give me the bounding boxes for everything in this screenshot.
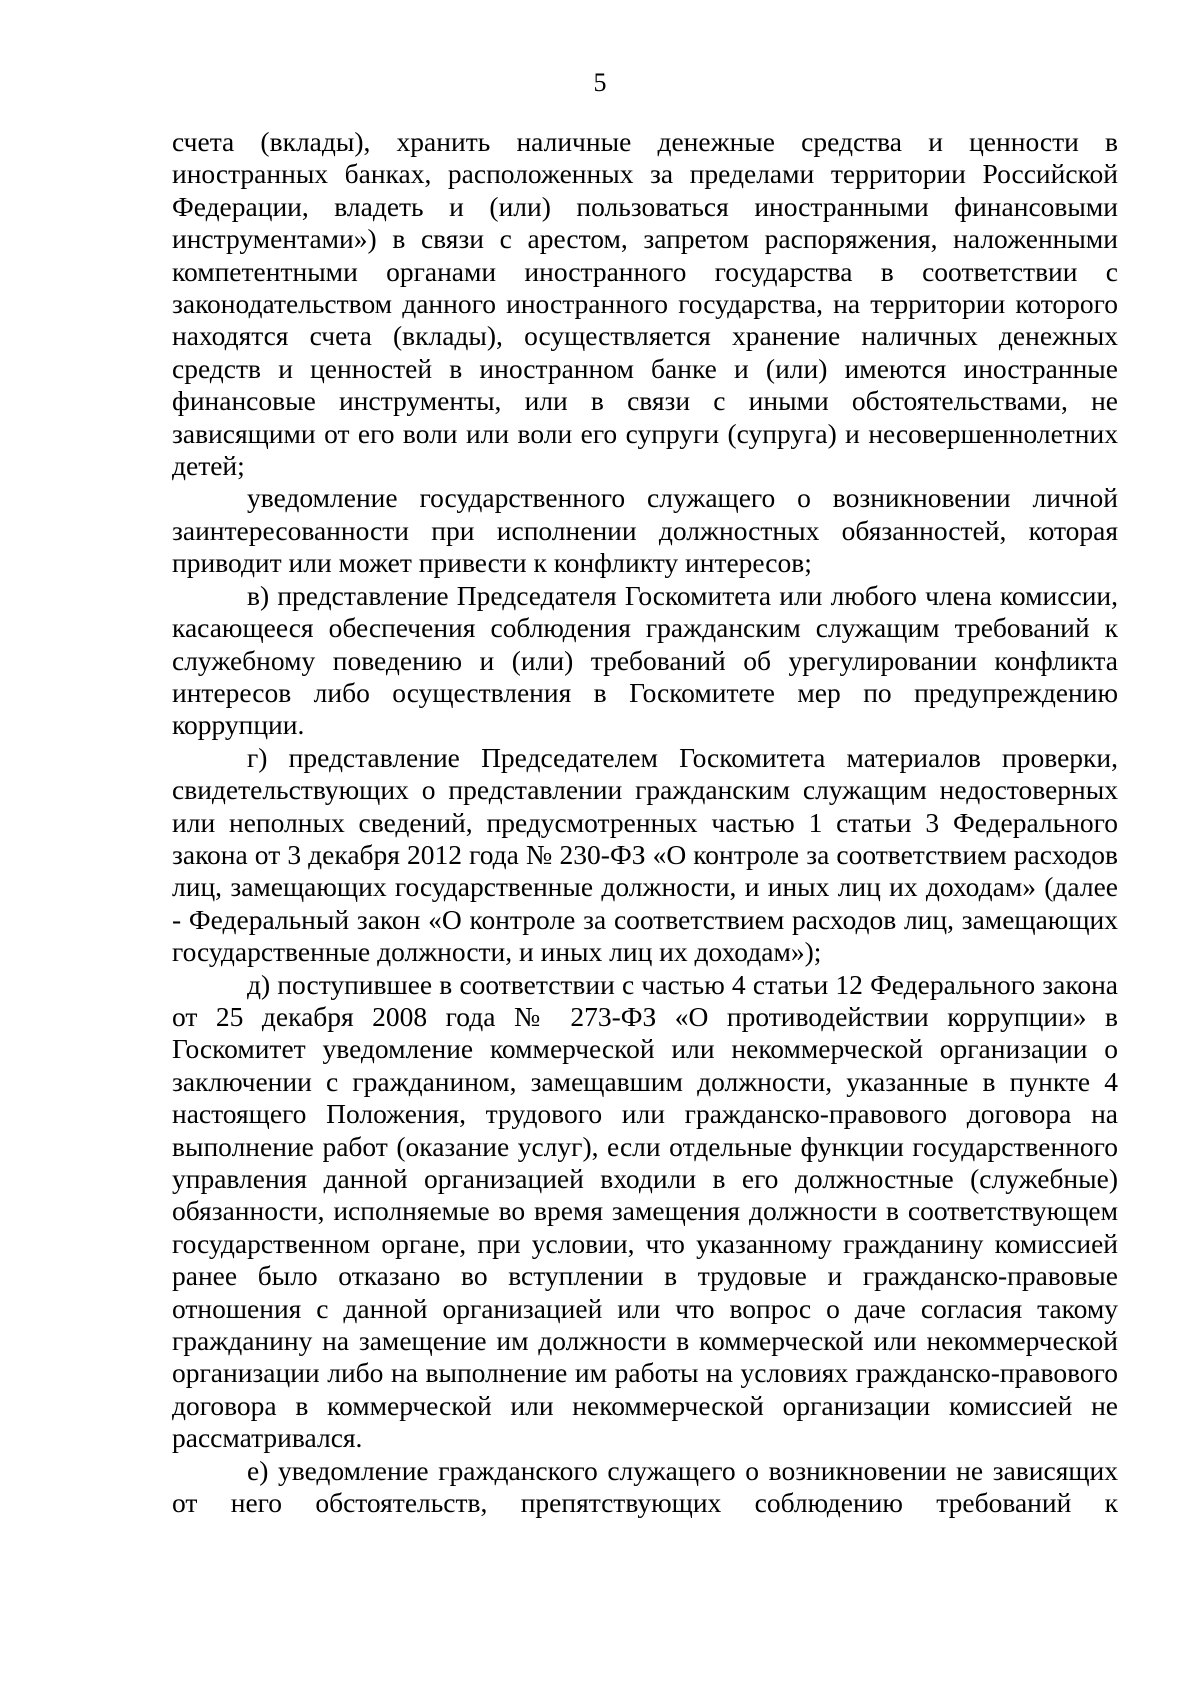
paragraph-conflict-notice: уведомление государственного служащего о возникновении личной заинтересованности при исполнении должностных обязанностей, которая приводит или может привести к конфликту интересов; bbox=[172, 482, 1118, 579]
paragraph-item-e: е) уведомление гражданского служащего о возникновении не зависящих от него обстоятельств, препятствующих соблюдению требований к bbox=[172, 1454, 1118, 1519]
paragraph-item-g: г) представление Председателем Госкомитета материалов проверки, свидетельствующих о представлении гражданским служащим недостоверных или неполных сведений, предусмотренных частью 1 статьи 3 Федерального закона от 3 декабря 2012 года № 230-ФЗ «О контроле за соответствием расходов лиц, замещающих государственные должности, и иных лиц их доходам» (далее - Федеральный закон «О контроле за соответствием расходов лиц, замещающих государственные должности, и иных лиц их доходам»); bbox=[172, 741, 1118, 968]
paragraph-item-d: д) поступившее в соответствии с частью 4 статьи 12 Федерального закона от 25 декабря 2008 года № 273-ФЗ «О противодействии коррупции» в Госкомитет уведомление коммерческой или некоммерческой организации о заключении с гражданином, замещавшим должности, указанные в пункте 4 настоящего Положения, трудового или гражданско-правового договора на выполнение работ (оказание услуг), если отдельные функции государственного управления данной организацией входили в его должностные (служебные) обязанности, исполняемые во время замещения должности в соответствующем государственном органе, при условии, что указанному гражданину комиссией ранее было отказано во вступлении в трудовые и гражданско-правовые отношения с данной организацией или что вопрос о даче согласия такому гражданину на замещение им должности в коммерческой или некоммерческой организации либо на выполнение им работы на условиях гражданско-правового договора в коммерческой или некоммерческой организации комиссией не рассматривался. bbox=[172, 968, 1118, 1454]
page-number: 5 bbox=[593, 68, 607, 97]
paragraph-item-v: в) представление Председателя Госкомитета или любого члена комиссии, касающееся обеспечения соблюдения гражданским служащим требований к служебному поведению и (или) требований об урегулировании конфликта интересов либо осуществления в Госкомитете мер по предупреждению коррупции. bbox=[172, 579, 1118, 741]
document-body bbox=[172, 126, 1118, 1519]
paragraph-continuation: счета (вклады), хранить наличные денежные средства и ценности в иностранных банках, расположенных за пределами территории Российской Федерации, владеть и (или) пользоваться иностранными финансовыми инструментами») в связи с арестом, запретом распоряжения, наложенными компетентными органами иностранного государства в соответствии с законодательством данного иностранного государства, на территории которого находятся счета (вклады), осуществляется хранение наличных денежных средств и ценностей в иностранном банке и (или) имеются иностранные финансовые инструменты, или в связи с иными обстоятельствами, не зависящими от его воли или воли его супруги (супруга) и несовершеннолетних детей; bbox=[172, 126, 1118, 482]
